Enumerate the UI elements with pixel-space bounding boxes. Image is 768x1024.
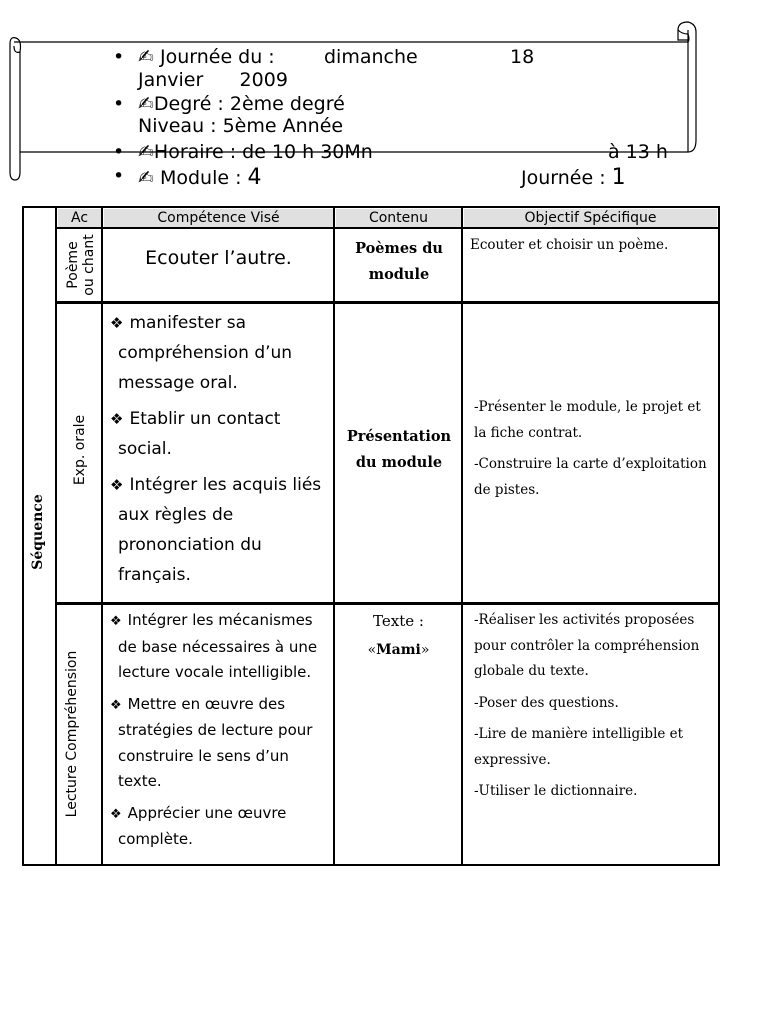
journee2-label: Journée :	[521, 167, 612, 189]
header-ac-label: Ac	[70, 210, 89, 226]
divider-header	[55, 227, 720, 229]
objectifs-lecture	[474, 608, 714, 805]
header-objectif-label: Objectif Spécifique	[524, 210, 657, 226]
journee-label: ✍ Journée du :	[138, 46, 275, 68]
journee-day: dimanche	[324, 46, 418, 68]
diamond-bullet-icon: ❖	[110, 410, 124, 428]
competence-text: Apprécier une œuvre complète.	[118, 803, 287, 848]
competence-item	[110, 608, 332, 686]
diamond-bullet-icon: ❖	[110, 806, 122, 822]
activity-lecture: Lecture Compréhension	[64, 650, 80, 818]
header-competence-label: Compétence Visé	[157, 210, 280, 226]
objectif-item: -Lire de manière intelligible et expressive.	[474, 726, 684, 768]
activity-poeme-line1: Poème	[65, 241, 81, 289]
border-right	[718, 206, 720, 866]
diamond-bullet-icon: ❖	[110, 697, 122, 713]
activity-poeme-line2: ou chant	[81, 234, 97, 296]
module-value: 4	[247, 165, 262, 190]
objectif-ecouter: Ecouter et choisir un poème.	[470, 237, 669, 253]
sequence-label: Séquence	[30, 494, 46, 570]
diamond-bullet-icon: ❖	[110, 314, 124, 332]
module-label: ✍ Module :	[138, 167, 248, 189]
competence-text: Intégrer les acquis liés aux règles de prononciation du français.	[118, 475, 322, 585]
competence-ecouter: Ecouter l’autre.	[145, 247, 292, 269]
header-contenu	[336, 209, 461, 227]
competence-text: Intégrer les mécanismes de base nécessaires à une lecture vocale intelligible.	[118, 611, 318, 681]
competences-exp-orale	[110, 308, 330, 590]
competence-text: Etablir un contact social.	[118, 409, 281, 459]
niveau-text: Niveau : 5ème Année	[138, 115, 344, 137]
objectifs-exp-orale	[474, 395, 714, 503]
contenu-texte-title-line: «Mami»	[367, 642, 430, 658]
competence-item	[110, 404, 330, 464]
horaire-text: ✍Horaire : de 10 h 30Mn	[138, 141, 373, 163]
header-info	[0, 0, 768, 200]
divider-competence	[333, 206, 335, 866]
diamond-bullet-icon: ❖	[110, 614, 122, 629]
journee2-line	[521, 165, 626, 190]
contenu-texte-title: Mami	[376, 642, 421, 658]
objectif-item: -Présenter le module, le projet et la fiche contrat.	[474, 399, 701, 441]
border-left	[22, 206, 24, 866]
objectif-item: -Poser des questions.	[474, 694, 619, 711]
bullet-1: •	[113, 46, 125, 68]
competences-lecture	[110, 608, 332, 853]
divider-ac	[101, 206, 103, 866]
header-competence	[104, 209, 333, 227]
border-bottom	[22, 864, 720, 866]
journee2-value: 1	[611, 165, 626, 190]
contenu-poemes: Poèmes du module	[355, 240, 443, 283]
competence-text: Mettre en œuvre des stratégies de lecture pour construire le sens d’un texte.	[118, 694, 313, 790]
border-top	[22, 206, 720, 208]
divider-contenu	[461, 206, 463, 866]
bullet-4: •	[113, 165, 125, 187]
contenu-texte	[336, 612, 461, 658]
degre-text: ✍Degré : 2ème degré	[138, 93, 345, 115]
contenu-texte-label: Texte :	[373, 612, 424, 630]
competence-item	[110, 692, 332, 795]
horaire-end: à 13 h	[608, 141, 668, 163]
competence-text: manifester sa compréhension d’un message oral.	[118, 313, 293, 393]
journee-date: 18	[510, 46, 535, 68]
divider-row2	[55, 602, 720, 605]
competence-item	[110, 308, 330, 398]
divider-seq	[55, 206, 57, 866]
header-objectif	[464, 209, 717, 227]
objectif-item: -Utiliser le dictionnaire.	[474, 783, 638, 799]
header-ac	[58, 209, 101, 227]
bullet-3: •	[113, 141, 125, 163]
module-line	[138, 165, 262, 190]
activity-poeme	[65, 232, 97, 298]
objectif-item: -Réaliser les activités proposées pour contrôler la compréhension globale du texte.	[474, 612, 700, 679]
contenu-presentation: Présentation du module	[346, 428, 452, 471]
competence-item	[110, 470, 330, 590]
activity-exp-orale: Exp. orale	[72, 414, 88, 486]
bullet-2: •	[113, 93, 125, 115]
objectif-item: -Construire la carte d’exploitation de pistes.	[474, 456, 707, 498]
header-contenu-label: Contenu	[368, 210, 429, 226]
divider-row1	[55, 301, 720, 304]
journee-month-year: Janvier 2009	[138, 69, 288, 91]
diamond-bullet-icon: ❖	[110, 476, 124, 494]
competence-item	[110, 801, 332, 853]
